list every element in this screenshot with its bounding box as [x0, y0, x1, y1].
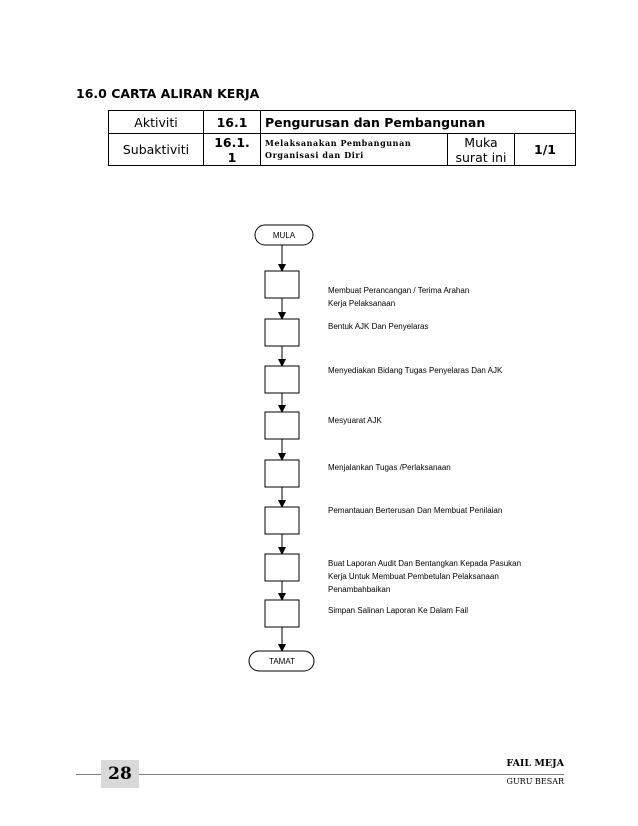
- subactivity-name-line1: Melaksanakan Pembangunan: [265, 138, 412, 148]
- activity-name: Pengurusan dan Pembangunan: [261, 111, 576, 134]
- step-label-line1: Menyediakan Bidang Tugas Penyelaras Dan AJK: [328, 366, 503, 375]
- page-number: 28: [101, 760, 139, 788]
- section-heading: 16.0 CARTA ALIRAN KERJA: [76, 86, 260, 101]
- page-value: 1/1: [515, 134, 576, 166]
- step-label-line1: Menjalankan Tugas /Perlaksanaan: [328, 463, 451, 472]
- process-box: [265, 271, 299, 298]
- step-label-line2: Kerja Pelaksanaan: [328, 299, 396, 308]
- process-box: [265, 554, 299, 581]
- step-label: [328, 320, 568, 333]
- footer-title: FAIL MEJA: [506, 758, 564, 769]
- step-label-line1: Simpan Salinan Laporan Ke Dalam Fail: [328, 606, 469, 615]
- step-label: [328, 284, 568, 310]
- step-label-line1: Mesyuarat AJK: [328, 416, 382, 425]
- process-box: [265, 600, 299, 627]
- process-box: [265, 507, 299, 534]
- step-label-line2: Kerja Untuk Membuat Pembetulan Pelaksanaan: [328, 572, 499, 581]
- step-label: [328, 504, 568, 517]
- subactivity-code-line1: 16.1.: [214, 134, 250, 150]
- subactivity-label: Subaktiviti: [109, 134, 204, 166]
- step-label: [328, 364, 568, 377]
- start-label: MULA: [272, 231, 296, 240]
- end-label: TAMAT: [269, 657, 295, 666]
- process-box: [265, 412, 299, 439]
- process-box: [265, 366, 299, 393]
- step-label: [328, 414, 568, 427]
- subactivity-name-line2: Organisasi dan Diri: [265, 150, 364, 160]
- step-label-line3: Penambahbaikan: [328, 585, 391, 594]
- step-label-line1: Pemantauan Berterusan Dan Membuat Penilaian: [328, 506, 503, 515]
- activity-label: Aktiviti: [109, 111, 204, 134]
- step-label: [328, 557, 568, 596]
- page-label-line1: Muka: [464, 134, 498, 150]
- page-label-line2: surat ini: [455, 149, 507, 165]
- step-label-line1: Bentuk AJK Dan Penyelaras: [328, 322, 429, 331]
- subactivity-code-line2: 1: [227, 149, 237, 165]
- step-label: [328, 461, 568, 474]
- step-label-line1: Buat Laporan Audit Dan Bentangkan Kepada Pasukan: [328, 559, 522, 568]
- step-label: [328, 604, 568, 617]
- process-box: [265, 460, 299, 487]
- footer-subtitle: GURU BESAR: [506, 777, 564, 786]
- process-box: [265, 319, 299, 346]
- activity-code: 16.1: [204, 111, 261, 134]
- step-label-line1: Membuat Perancangan / Terima Arahan: [328, 286, 470, 295]
- footer-divider: [76, 774, 564, 775]
